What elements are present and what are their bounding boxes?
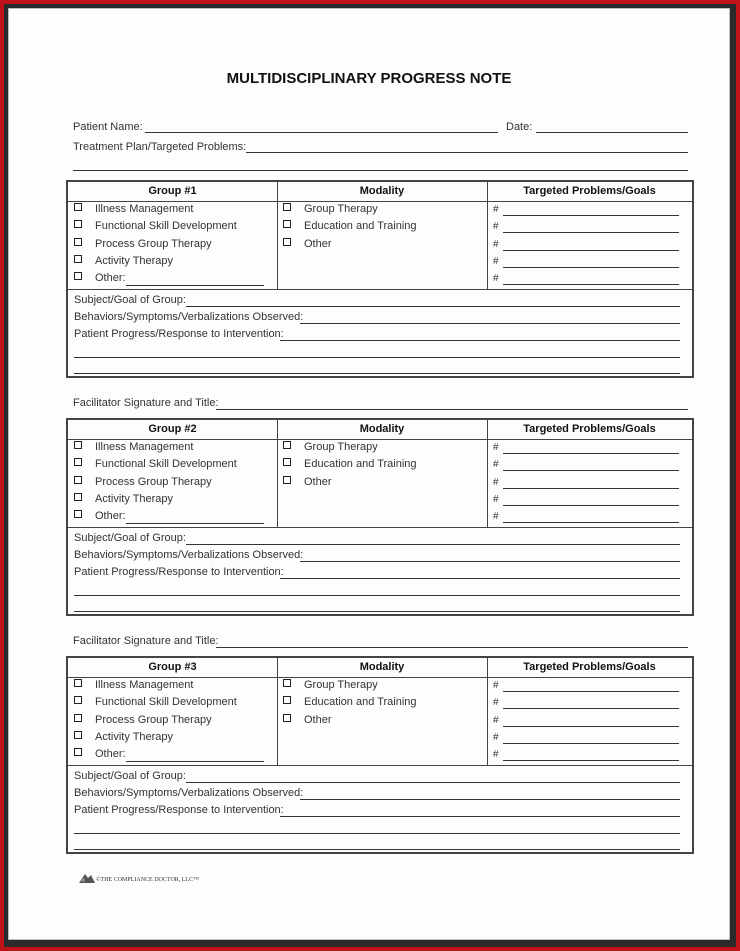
target-number-sign: # <box>493 680 499 691</box>
checkbox-icon[interactable] <box>74 679 82 687</box>
group-field-behaviors[interactable] <box>300 323 680 324</box>
group-option-label: Process Group Therapy <box>95 713 212 726</box>
targets-header: Targeted Problems/Goals <box>523 661 656 673</box>
group-option-label: Other: <box>95 748 126 761</box>
target-problem-field[interactable] <box>503 760 679 761</box>
checkbox-icon[interactable] <box>74 714 82 722</box>
target-number-sign: # <box>493 273 499 285</box>
checkbox-icon[interactable] <box>283 458 291 466</box>
footer-company: ©THE COMPLIANCE DOCTOR, LLC™ <box>96 877 199 883</box>
modality-option-label: Education and Training <box>304 220 417 233</box>
checkbox-icon[interactable] <box>283 203 291 211</box>
patient-name-label: Patient Name: <box>73 121 143 133</box>
group-option-label: Illness Management <box>95 203 194 215</box>
checkbox-icon[interactable] <box>283 238 291 246</box>
group-option-label: Activity Therapy <box>95 730 174 743</box>
checkbox-icon[interactable] <box>74 748 82 756</box>
checkbox-icon[interactable] <box>74 476 82 484</box>
column-divider <box>487 658 488 765</box>
checkbox-icon[interactable] <box>283 476 291 484</box>
group-option[interactable] <box>74 714 212 726</box>
group-option[interactable] <box>74 493 173 505</box>
target-problem-field[interactable] <box>503 453 679 454</box>
checkbox-icon[interactable] <box>74 493 82 501</box>
target-number-sign: # <box>493 749 499 761</box>
group-option-label: Illness Management <box>95 679 194 691</box>
modality-option[interactable] <box>283 220 417 232</box>
column-divider <box>277 182 278 289</box>
facilitator-signature-label: Facilitator Signature and Title: <box>73 635 219 647</box>
facilitator-signature-field[interactable] <box>216 647 688 648</box>
target-number-sign: # <box>493 442 499 453</box>
section-divider <box>68 289 692 290</box>
modality-option-label: Other <box>304 237 332 250</box>
group-option[interactable] <box>74 458 237 470</box>
group-option[interactable] <box>74 731 173 743</box>
target-problem-field[interactable] <box>503 691 679 692</box>
target-number-sign: # <box>493 731 499 743</box>
target-number-sign: # <box>493 714 499 726</box>
modality-option[interactable] <box>283 696 417 708</box>
group-option-label: Illness Management <box>95 441 194 453</box>
group-field-behaviors-label: Behaviors/Symptoms/Verbalizations Observed: <box>74 549 304 561</box>
group-table-header <box>68 420 692 440</box>
target-number-sign: # <box>493 459 499 471</box>
target-problem-field[interactable] <box>503 708 679 709</box>
target-problem-field[interactable] <box>503 470 679 471</box>
modality-option[interactable] <box>283 476 332 488</box>
section-divider <box>68 527 692 528</box>
modality-option-label: Education and Training <box>304 458 417 471</box>
group-notes-line[interactable] <box>74 833 680 834</box>
group-option-label: Other: <box>95 510 126 523</box>
group-option-label: Process Group Therapy <box>95 237 212 250</box>
checkbox-icon[interactable] <box>74 220 82 228</box>
group-field-progress[interactable] <box>280 816 680 817</box>
group-option[interactable] <box>74 220 237 232</box>
group-field-subject[interactable] <box>186 306 680 307</box>
target-number-sign: # <box>493 697 499 709</box>
target-problem-field[interactable] <box>503 743 679 744</box>
group-option[interactable] <box>74 696 237 708</box>
modality-option[interactable] <box>283 441 378 453</box>
modality-header: Modality <box>359 185 405 197</box>
targets-header: Targeted Problems/Goals <box>523 423 656 435</box>
group-option-label: Other: <box>95 272 126 285</box>
form-title: MULTIDISCIPLINARY PROGRESS NOTE <box>226 70 512 87</box>
patient-name-field[interactable] <box>145 132 498 133</box>
group-option-label: Functional Skill Development <box>95 220 237 233</box>
modality-option-label: Other <box>304 713 332 726</box>
group-notes-line[interactable] <box>74 595 680 596</box>
group-option[interactable] <box>74 272 126 284</box>
group-field-behaviors-label: Behaviors/Symptoms/Verbalizations Observed: <box>74 787 304 799</box>
checkbox-icon[interactable] <box>283 714 291 722</box>
other-group-field[interactable] <box>126 285 264 286</box>
column-divider <box>487 420 488 527</box>
checkbox-icon[interactable] <box>283 220 291 228</box>
group-option[interactable] <box>74 679 193 691</box>
target-number-sign: # <box>493 204 499 215</box>
target-number-sign: # <box>493 493 499 505</box>
group-option[interactable] <box>74 255 173 267</box>
group-notes-line[interactable] <box>74 357 680 358</box>
target-problem-field[interactable] <box>503 267 679 268</box>
date-label: Date: <box>506 121 533 133</box>
modality-option[interactable] <box>283 679 378 691</box>
group-option[interactable] <box>74 476 212 488</box>
company-logo-icon <box>78 871 96 885</box>
group-option-label: Functional Skill Development <box>95 696 237 709</box>
modality-option-label: Education and Training <box>304 696 417 709</box>
group-option-label: Process Group Therapy <box>95 475 212 488</box>
column-divider <box>277 420 278 527</box>
group-option[interactable] <box>74 510 126 522</box>
group-label: Group #2 <box>148 423 197 435</box>
checkbox-icon[interactable] <box>74 203 82 211</box>
modality-option-label: Group Therapy <box>304 679 378 691</box>
target-number-sign: # <box>493 238 499 250</box>
modality-header: Modality <box>359 423 405 435</box>
modality-option-label: Group Therapy <box>304 203 378 215</box>
group-field-behaviors[interactable] <box>300 561 680 562</box>
checkbox-icon[interactable] <box>283 679 291 687</box>
form-sheet <box>8 8 730 940</box>
target-number-sign: # <box>493 476 499 488</box>
facilitator-signature-label: Facilitator Signature and Title: <box>73 397 219 409</box>
group-option-label: Functional Skill Development <box>95 458 237 471</box>
column-divider <box>487 182 488 289</box>
group-field-progress-label: Patient Progress/Response to Intervention: <box>74 566 284 578</box>
group-notes-line[interactable] <box>74 373 680 374</box>
modality-option[interactable] <box>283 238 332 250</box>
checkbox-icon[interactable] <box>74 255 82 263</box>
checkbox-icon[interactable] <box>74 510 82 518</box>
target-problem-field[interactable] <box>503 522 679 523</box>
group-field-subject-label: Subject/Goal of Group: <box>74 532 186 544</box>
group-field-progress[interactable] <box>280 578 680 579</box>
target-problem-field[interactable] <box>503 726 679 727</box>
group-label: Group #3 <box>148 661 197 673</box>
other-group-field[interactable] <box>126 523 264 524</box>
checkbox-icon[interactable] <box>74 458 82 466</box>
target-problem-field[interactable] <box>503 232 679 233</box>
group-field-behaviors[interactable] <box>300 799 680 800</box>
group-field-subject[interactable] <box>186 782 680 783</box>
facilitator-signature-field[interactable] <box>216 409 688 410</box>
date-field[interactable] <box>536 132 688 133</box>
target-problem-field[interactable] <box>503 488 679 489</box>
group-table <box>66 418 694 616</box>
group-notes-line[interactable] <box>74 849 680 850</box>
section-divider <box>68 765 692 766</box>
target-number-sign: # <box>493 221 499 233</box>
group-field-subject-label: Subject/Goal of Group: <box>74 770 186 782</box>
group-field-subject[interactable] <box>186 544 680 545</box>
target-problem-field[interactable] <box>503 215 679 216</box>
checkbox-icon[interactable] <box>283 441 291 449</box>
column-divider <box>277 658 278 765</box>
modality-option[interactable] <box>283 203 378 215</box>
checkbox-icon[interactable] <box>74 696 82 704</box>
treatment-plan-field[interactable] <box>246 152 688 153</box>
group-field-behaviors-label: Behaviors/Symptoms/Verbalizations Observed: <box>74 311 304 323</box>
group-option[interactable] <box>74 441 193 453</box>
targets-header: Targeted Problems/Goals <box>523 185 656 197</box>
modality-option[interactable] <box>283 714 332 726</box>
checkbox-icon[interactable] <box>74 441 82 449</box>
group-option-label: Activity Therapy <box>95 492 174 505</box>
modality-option-label: Other <box>304 475 332 488</box>
other-group-field[interactable] <box>126 761 264 762</box>
target-problem-field[interactable] <box>503 284 679 285</box>
group-option[interactable] <box>74 238 212 250</box>
group-option[interactable] <box>74 748 126 760</box>
target-problem-field[interactable] <box>503 505 679 506</box>
group-table-header <box>68 182 692 202</box>
group-field-progress[interactable] <box>280 340 680 341</box>
treatment-plan-field-line-2[interactable] <box>73 170 688 171</box>
group-table-header <box>68 658 692 678</box>
group-notes-line[interactable] <box>74 611 680 612</box>
modality-option[interactable] <box>283 458 417 470</box>
modality-option-label: Group Therapy <box>304 441 378 453</box>
group-table <box>66 180 694 378</box>
checkbox-icon[interactable] <box>74 272 82 280</box>
group-field-progress-label: Patient Progress/Response to Intervention: <box>74 804 284 816</box>
modality-header: Modality <box>359 661 405 673</box>
group-table <box>66 656 694 854</box>
group-option-label: Activity Therapy <box>95 254 174 267</box>
target-number-sign: # <box>493 255 499 267</box>
group-label: Group #1 <box>148 185 197 197</box>
group-option[interactable] <box>74 203 193 215</box>
treatment-plan-label: Treatment Plan/Targeted Problems: <box>73 141 247 153</box>
checkbox-icon[interactable] <box>283 696 291 704</box>
target-number-sign: # <box>493 511 499 523</box>
target-problem-field[interactable] <box>503 250 679 251</box>
checkbox-icon[interactable] <box>74 238 82 246</box>
checkbox-icon[interactable] <box>74 731 82 739</box>
group-field-progress-label: Patient Progress/Response to Intervention: <box>74 328 284 340</box>
group-field-subject-label: Subject/Goal of Group: <box>74 294 186 306</box>
